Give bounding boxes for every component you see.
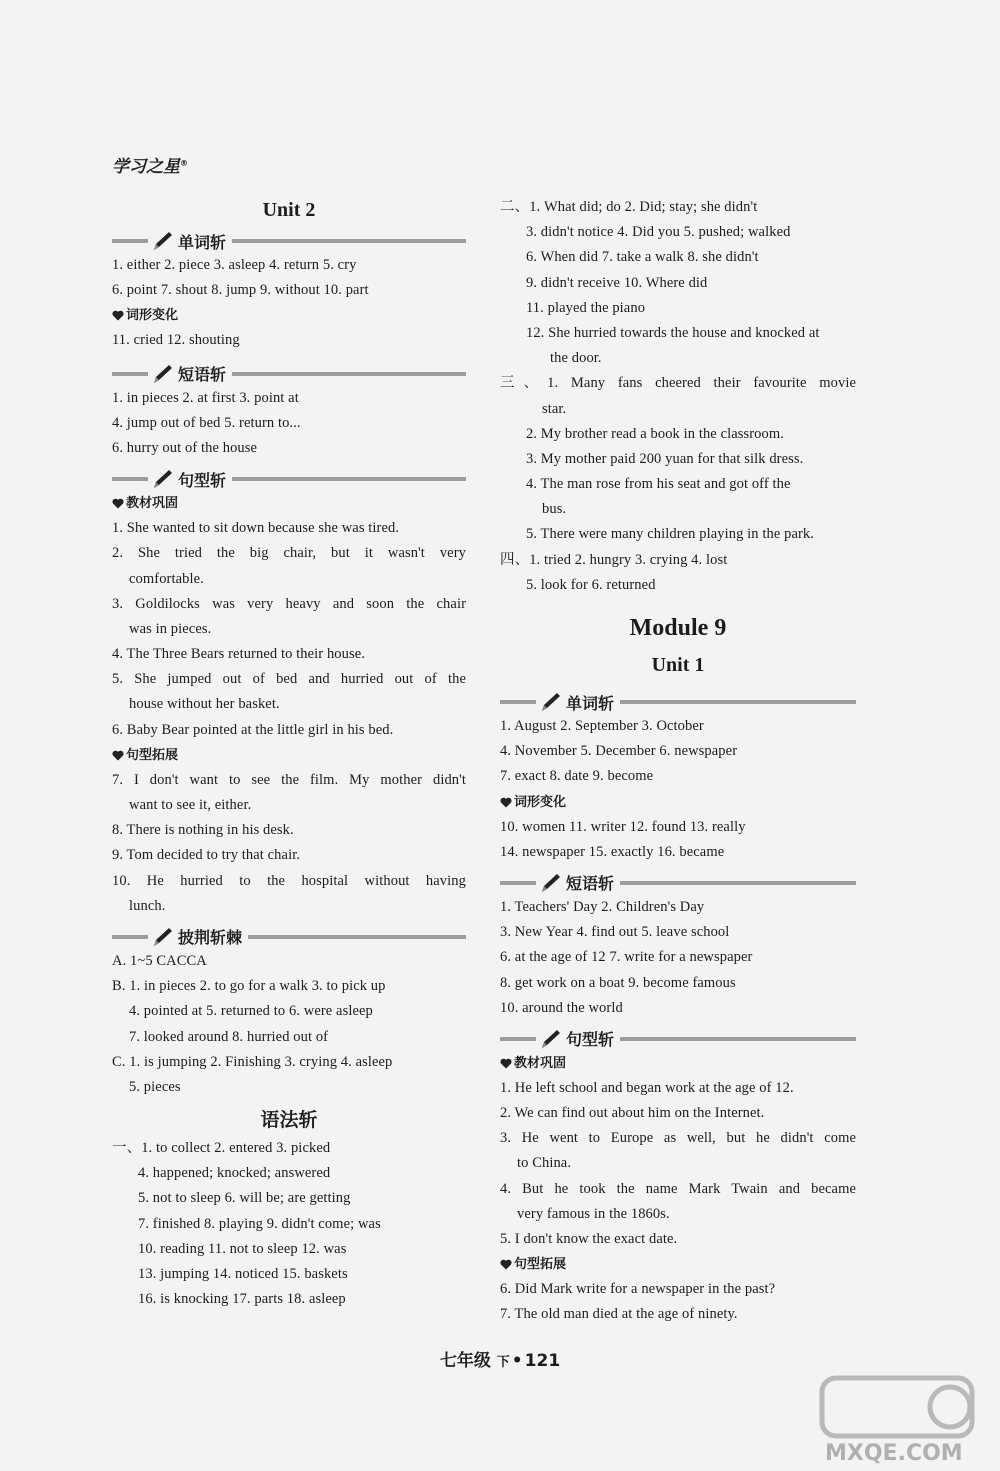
section-title: 短语斩 [566,874,615,894]
answer-line: 5. not to sleep 6. will be; are getting [138,1190,351,1207]
answer-line: 10. around the world [500,999,623,1016]
answer-line: 7. finished 8. playing 9. didn't come; was [138,1215,381,1232]
answer-line: 4. happened; knocked; answered [138,1165,331,1182]
answer-line: 四、1. tried 2. hungry 3. crying 4. lost [500,551,728,568]
answer-line: 5. look for 6. returned [526,576,656,593]
section-title: 披荆斩棘 [178,928,243,948]
answer-line: B. 1. in pieces 2. to go for a walk 3. to pick up [112,978,386,995]
answer-line: bus. [542,501,567,518]
answer-line: 1. in pieces 2. at first 3. point at [112,389,299,406]
subsection-title: 句型拓展 [112,743,466,768]
section-header-phrases [112,362,466,386]
pen-icon [540,873,562,893]
answer-line: 6. at the age of 12 7. write for a newspaper [500,949,753,966]
watermark-text: MXQE.COM [825,1441,963,1465]
answer-line: 2. My brother read a book in the classroom. [526,425,784,442]
answer-line: very famous in the 1860s. [517,1205,670,1222]
module-title: Module 9 [629,615,727,641]
answer-line: 6. point 7. shout 8. jump 9. without 10. part [112,282,369,299]
answer-line: 9. Tom decided to try that chair. [112,847,301,864]
answer-line: 3. Goldilocks was very heavy and soon the chair [112,595,466,612]
answer-line: A. 1~5 CACCA [112,952,207,969]
answer-line: 4. November 5. December 6. newspaper [500,743,738,760]
pen-icon [152,364,174,384]
heart-icon [112,750,124,761]
answer-line: 4. The Three Bears returned to their house. [112,646,366,663]
answer-line: 1. Teachers' Day 2. Children's Day [500,898,705,915]
answer-line: 14. newspaper 15. exactly 16. became [500,843,725,860]
pen-icon [540,692,562,712]
answer-line: 7. The old man died at the age of ninety. [500,1306,738,1323]
section-title: 句型斩 [178,470,227,490]
section-title: 单词斩 [566,693,615,713]
section-header-sentences [500,1027,856,1051]
section-header-phrases [500,871,856,895]
section-header-sentences [112,467,466,491]
answer-line: C. 1. is jumping 2. Finishing 3. crying 4. asleep [112,1053,393,1070]
answer-line: 3. He went to Europe as well, but he didn't come [500,1130,856,1147]
pen-icon [540,1029,562,1049]
section-title: 短语斩 [178,365,227,385]
answer-line: 4. But he took the name Mark Twain and became [500,1180,856,1197]
left-column [112,193,466,1312]
answer-line: comfortable. [129,570,204,587]
answer-line: 1. He left school and began work at the age of 12. [500,1079,794,1096]
unit-title: Unit 2 [262,199,316,221]
section-header-words [112,229,466,253]
answer-line: 13. jumping 14. noticed 15. baskets [138,1266,348,1282]
answer-line: 2. We can find out about him on the Internet. [500,1105,765,1122]
answer-line: 16. is knocking 17. parts 18. asleep [138,1291,346,1308]
answer-line: was in pieces. [129,620,212,637]
answer-line: 6. Baby Bear pointed at the little girl in his bed. [112,721,394,738]
subsection-title: 教材巩固 [500,1051,856,1076]
answer-line: 11. played the piano [526,299,646,316]
heart-icon [112,310,124,321]
answer-line: 4. jump out of bed 5. return to... [112,414,301,431]
section-header-challenge [112,925,466,949]
page-footer [0,1346,1000,1371]
subsection-title: 教材巩固 [112,491,466,516]
answer-line: 1. She wanted to sit down because she was tired. [112,520,400,537]
heart-icon [500,1058,512,1069]
answer-line: 2. She tried the big chair, but it wasn't very [112,545,466,562]
heart-icon [500,797,512,808]
grammar-title: 语法斩 [260,1109,318,1132]
unit-title: Unit 1 [651,654,705,676]
answer-line: 10. He hurried to the hospital without having [112,872,466,889]
answer-line: the door. [550,350,602,367]
answer-line: 4. pointed at 5. returned to 6. were asleep [129,1003,373,1020]
heart-icon [112,498,124,509]
pen-icon [152,231,174,251]
pen-icon [152,469,174,489]
answer-line: 3. My mother paid 200 yuan for that silk dress. [526,450,804,467]
answer-line: 12. She hurried towards the house and knocked at [526,324,820,341]
answer-line: 5. pieces [129,1078,181,1095]
answer-line: 9. didn't receive 10. Where did [526,274,708,291]
subsection-title: 句型拓展 [500,1252,856,1277]
heart-icon [500,1259,512,1270]
separator-dot: • [511,1351,523,1371]
subsection-title: 词形变化 [500,790,856,815]
grade-label: 七年级 [439,1351,491,1371]
answer-line: 10. women 11. writer 12. found 13. really [500,818,746,835]
answer-line: 7. looked around 8. hurried out of [129,1028,329,1045]
answer-line: 1. August 2. September 3. October [500,718,704,734]
answer-line: 10. reading 11. not to sleep 12. was [138,1240,347,1257]
answer-line: want to see it, either. [129,797,252,813]
answer-line: 8. get work on a boat 9. become famous [500,974,736,991]
subsection-title: 词形变化 [112,303,466,328]
answer-line: house without her basket. [129,696,280,713]
pen-icon [152,927,174,947]
section-title: 句型斩 [566,1030,615,1050]
answer-line: 1. either 2. piece 3. asleep 4. return 5. cry [112,257,357,273]
watermark-logo [780,1370,990,1465]
answer-line: 4. The man rose from his seat and got off the [526,476,791,493]
answer-line: 8. There is nothing in his desk. [112,822,294,839]
section-title: 单词斩 [178,232,227,252]
answer-line: 6. When did 7. take a walk 8. she didn't [526,249,759,266]
answer-line: 一、1. to collect 2. entered 3. picked [112,1140,331,1157]
answer-line: 6. hurry out of the house [112,439,258,456]
answer-line: 3. didn't notice 4. Did you 5. pushed; walked [526,224,791,241]
answer-line: lunch. [129,897,166,914]
brand-logo: 学习之星® [112,157,188,177]
answer-line: 5. There were many children playing in the park. [526,526,814,543]
answer-line: 11. cried 12. shouting [112,332,240,349]
answer-line: 三、1. Many fans cheered their favourite movie [500,375,856,392]
answer-line: to China. [517,1155,572,1172]
answer-line: 6. Did Mark write for a newspaper in the past? [500,1281,776,1298]
answer-line: 7. exact 8. date 9. become [500,768,654,785]
page-number: 121 [524,1351,561,1371]
term-label: 下 [496,1355,510,1370]
answer-line: 3. New Year 4. find out 5. leave school [500,924,730,941]
section-header-words [500,690,856,714]
answer-line: 7. I don't want to see the film. My mother didn't [112,771,466,788]
answer-line: 5. I don't know the exact date. [500,1231,678,1247]
right-column [500,195,856,1328]
answer-line: 二、1. What did; do 2. Did; stay; she didn't [500,199,758,215]
answer-line: 5. She jumped out of bed and hurried out of the [112,671,466,688]
answer-line: star. [542,400,567,417]
